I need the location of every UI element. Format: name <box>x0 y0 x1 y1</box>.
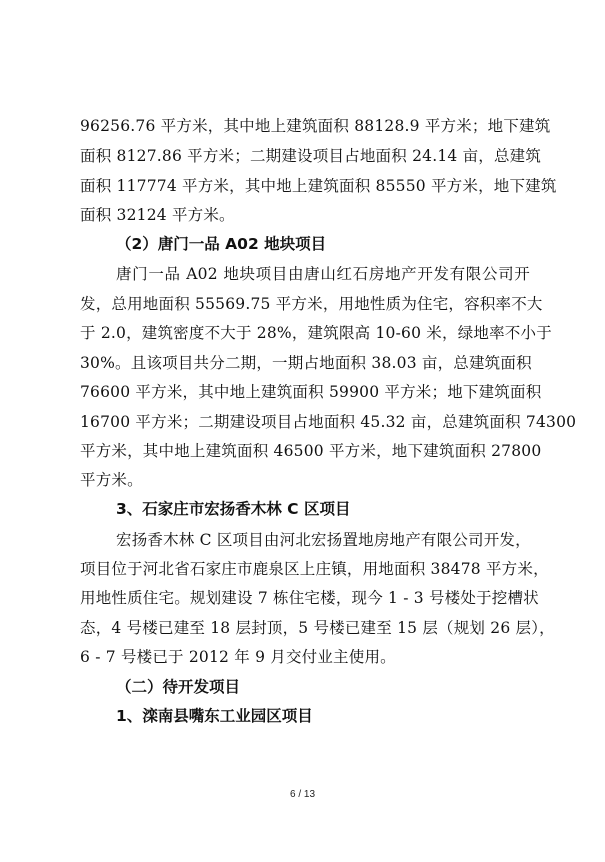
text-line: 用地性质住宅。规划建设 7 栋住宅楼，现今 1 - 3 号楼处于挖槽状 <box>80 589 539 607</box>
text-line: 面积 8127.86 平方米；二期建设项目占地面积 24.14 亩，总建筑 <box>80 147 542 165</box>
text-line: 6 - 7 号楼已于 2012 年 9 月交付业主使用。 <box>80 648 396 666</box>
section-heading-tangmen: （2）唐门一品 A02 地块项目 <box>116 235 327 253</box>
text-line: 于 2.0，建筑密度不大于 28%，建筑限高 10-60 米，绿地率不小于 <box>80 324 552 342</box>
text-line: 96256.76 平方米，其中地上建筑面积 88128.9 平方米；地下建筑 <box>80 117 551 135</box>
text-line: 面积 32124 平方米。 <box>80 206 235 224</box>
page-number: 6 / 13 <box>289 789 316 800</box>
text-line: 面积 117774 平方米，其中地上建筑面积 85550 平方米，地下建筑 <box>80 177 557 195</box>
text-line: 唐门一品 A02 地块项目由唐山红石房地产开发有限公司开 <box>116 265 530 283</box>
text-line: 平方米。 <box>80 471 143 489</box>
text-line: 30%。且该项目共分二期，一期占地面积 38.03 亩，总建筑面积 <box>80 354 532 372</box>
text-line: 76600 平方米，其中地上建筑面积 59900 平方米；地下建筑面积 <box>80 383 542 401</box>
section-heading-luannan: 1、滦南县嘴东工业园区项目 <box>116 707 313 725</box>
text-line: 发，总用地面积 55569.75 平方米，用地性质为住宅，容积率不大 <box>80 295 543 313</box>
text-line: 平方米，其中地上建筑面积 46500 平方米，地下建筑面积 27800 <box>80 442 542 460</box>
text-line: 宏扬香木林 C 区项目由河北宏扬置地房地产有限公司开发， <box>116 531 531 549</box>
text-line: 态，4 号楼已建至 18 层封顶，5 号楼已建至 15 层（规划 26 层）， <box>80 619 555 637</box>
section-heading-hongyang: 3、石家庄市宏扬香木林 C 区项目 <box>116 500 351 518</box>
text-line: 项目位于河北省石家庄市鹿泉区上庄镇，用地面积 38478 平方米， <box>80 560 549 578</box>
text-line: 16700 平方米；二期建设项目占地面积 45.32 亩，总建筑面积 74300 <box>80 413 577 431</box>
section-heading-pending: （二）待开发项目 <box>116 678 241 696</box>
